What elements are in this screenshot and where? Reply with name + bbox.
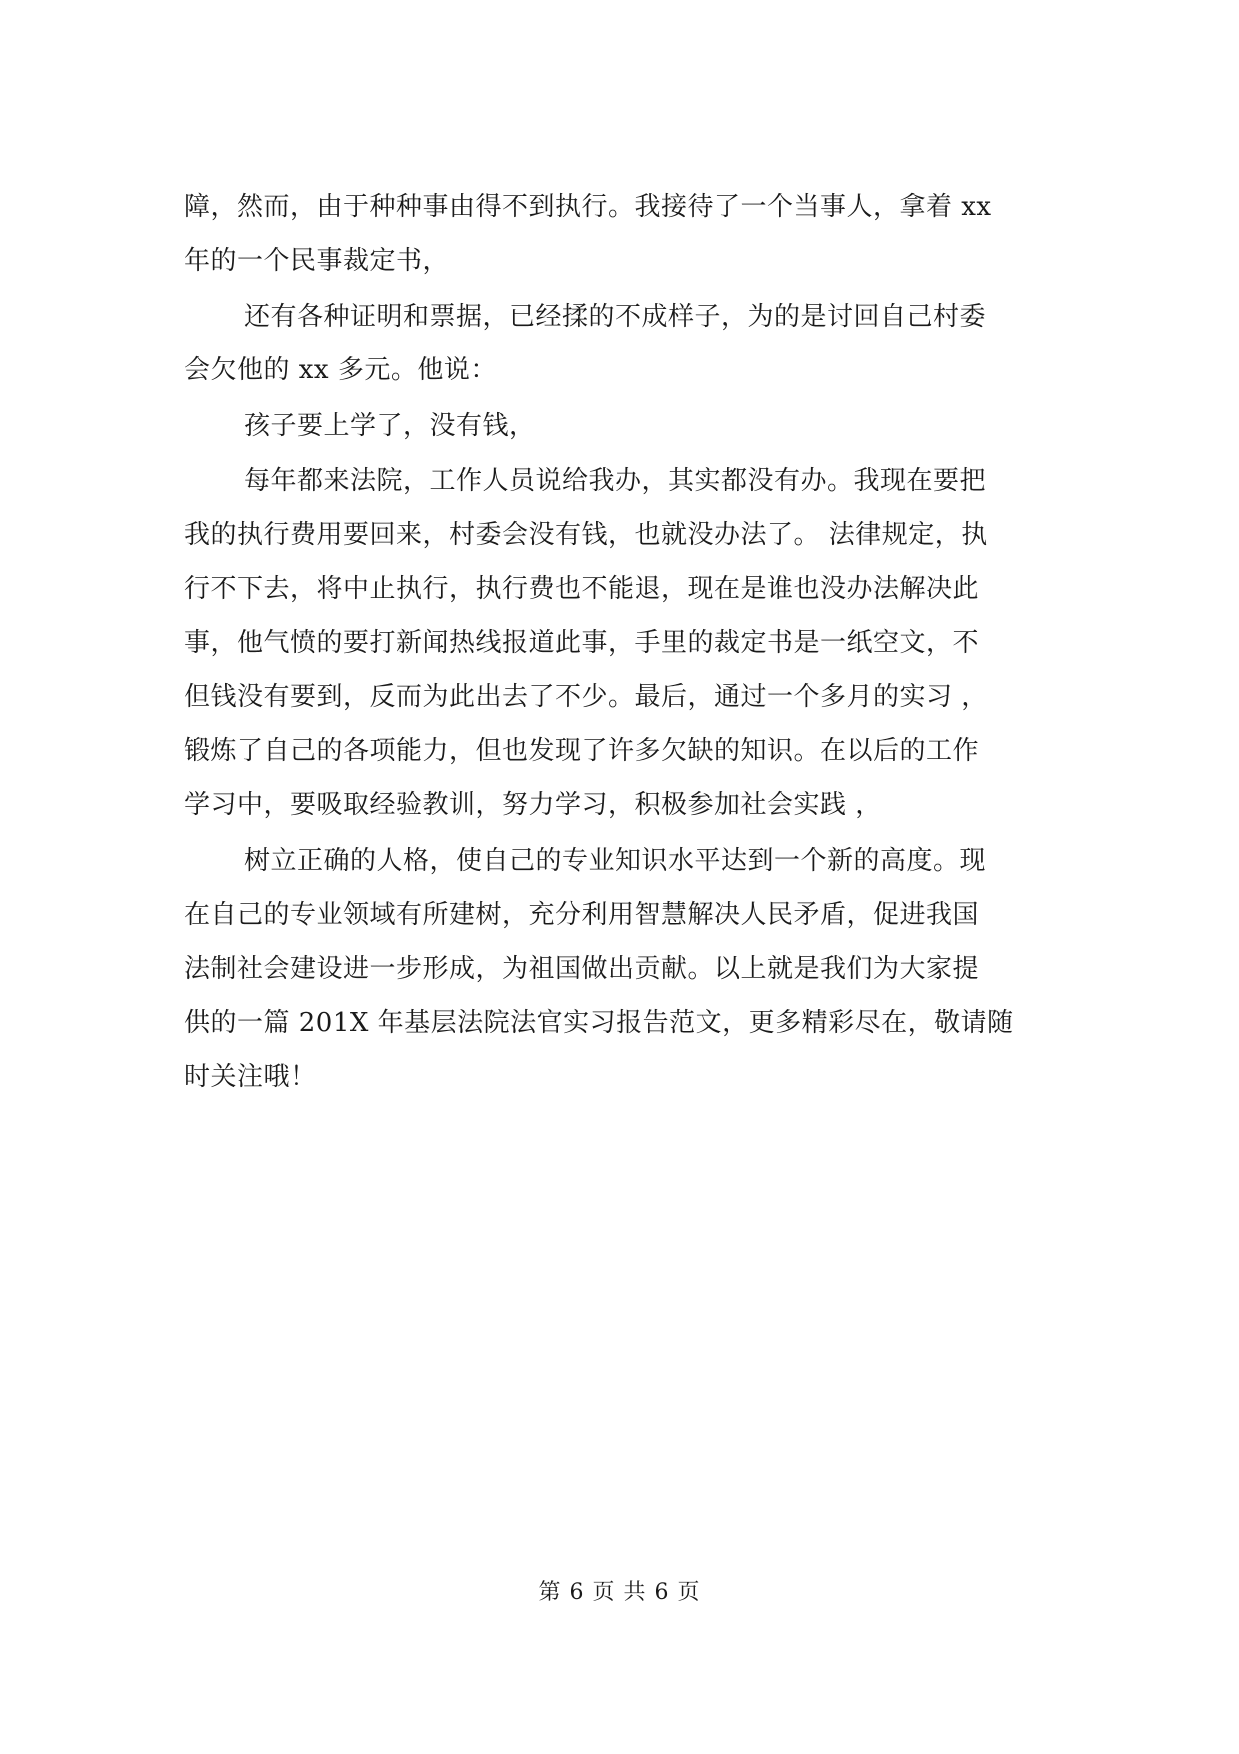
page-number: 第 6 页 共 6 页 <box>538 1580 701 1605</box>
text-line: 供的一篇 201X 年基层法院法官实习报告范文，更多精彩尽在，敬请随 <box>184 1008 1014 1038</box>
text-line: 障，然而，由于种种事由得不到执行。我接待了一个当事人，拿着 xx <box>184 192 992 222</box>
text-line: 在自己的专业领域有所建树，充分利用智慧解决人民矛盾，促进我国 <box>184 900 980 930</box>
text-line: 时关注哦！ <box>184 1062 317 1092</box>
text-line: 法制社会建设进一步形成，为祖国做出贡献。以上就是我们为大家提 <box>184 954 980 984</box>
text-line: 还有各种证明和票据，已经揉的不成样子，为的是讨回自己村委 <box>244 302 987 332</box>
text-line: 事，他气愤的要打新闻热线报道此事，手里的裁定书是一纸空文，不 <box>184 628 980 658</box>
text-line: 学习中，要吸取经验教训，努力学习，积极参加社会实践 ， <box>184 790 882 820</box>
text-line: 行不下去，将中止执行，执行费也不能退，现在是谁也没办法解决此 <box>184 574 980 604</box>
text-line: 年的一个民事裁定书， <box>184 246 450 276</box>
text-line: 锻炼了自己的各项能力，但也发现了许多欠缺的知识。在以后的工作 <box>184 736 980 766</box>
text-line: 树立正确的人格，使自己的专业知识水平达到一个新的高度。现 <box>244 846 987 876</box>
text-line: 我的执行费用要回来，村委会没有钱，也就没办法了。 法律规定，执 <box>184 520 988 550</box>
text-line: 每年都来法院，工作人员说给我办，其实都没有办。我现在要把 <box>244 466 987 496</box>
text-line: 但钱没有要到，反而为此出去了不少。最后，通过一个多月的实习 ， <box>184 682 988 712</box>
text-line: 会欠他的 xx 多元。他说： <box>184 355 497 385</box>
text-line: 孩子要上学了，没有钱， <box>244 411 536 441</box>
